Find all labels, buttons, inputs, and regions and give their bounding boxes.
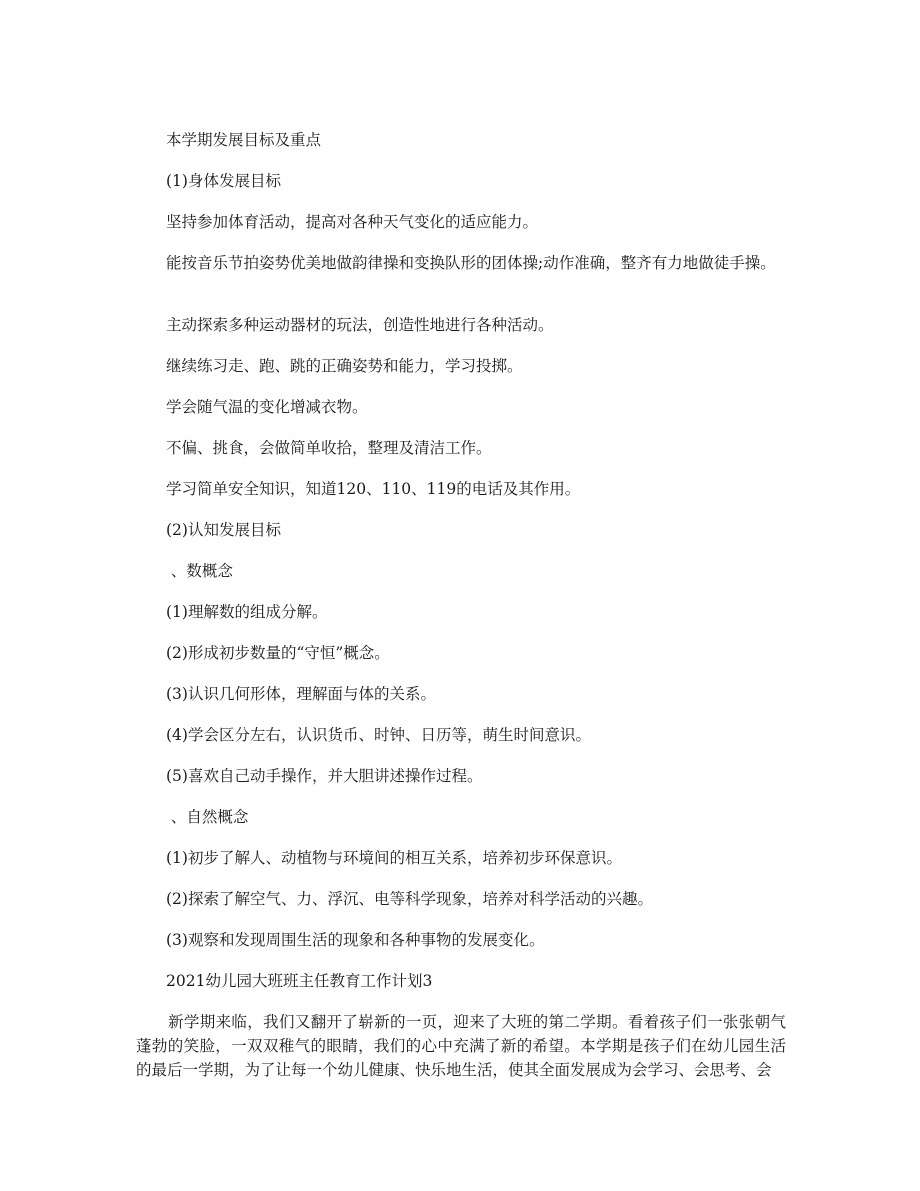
text-line: 继续练习走、跑、跳的正确姿势和能力，学习投掷。 — [166, 357, 523, 375]
section-heading: 本学期发展目标及重点 — [166, 131, 322, 149]
intro-paragraph: 新学期来临，我们又翻开了崭新的一页，迎来了大班的第二学期。看着孩子们一张张朝气蓬勃的笑脸，一双双稚气的眼睛，我们的心中充满了新的希望。本学期是孩子们在幼儿园生活的最后一学期，为了让每一个幼儿健康、快乐地生活，使其全面发展成为会学习、会思考、会 — [136, 1013, 786, 1079]
text-line: (2)形成初步数量的“守恒”概念。 — [166, 644, 390, 662]
text-line: 主动探索多种运动器材的玩法，创造性地进行各种活动。 — [166, 316, 554, 334]
text-line: (2)探索了解空气、力、浮沉、电等科学现象，培养对科学活动的兴趣。 — [166, 890, 653, 908]
subsection-heading-physical: (1)身体发展目标 — [166, 172, 281, 190]
plan-title: 2021幼儿园大班班主任教育工作计划3 — [166, 972, 433, 990]
text-line: (1)理解数的组成分解。 — [166, 603, 328, 621]
text-line: (1)初步了解人、动植物与环境间的相互关系，培养初步环保意识。 — [166, 849, 622, 867]
text-line: (4)学会区分左右，认识货币、时钟、日历等，萌生时间意识。 — [166, 726, 591, 744]
sub-heading-number-concept: 、数概念 — [166, 562, 233, 580]
text-line: 坚持参加体育活动，提高对各种天气变化的适应能力。 — [166, 213, 539, 231]
sub-heading-nature-concept: 、自然概念 — [166, 808, 249, 826]
text-line: 能按音乐节拍姿势优美地做韵律操和变换队形的团体操;动作准确，整齐有力地做徒手操。 — [166, 254, 776, 272]
text-line: (3)认识几何形体，理解面与体的关系。 — [166, 685, 436, 703]
subsection-heading-cognitive: (2)认知发展目标 — [166, 521, 281, 539]
text-line: 不偏、挑食，会做简单收拾，整理及清洁工作。 — [166, 439, 492, 457]
text-line: (3)观察和发现周围生活的现象和各种事物的发展变化。 — [166, 931, 545, 949]
text-line: 学习简单安全知识，知道120、110、119的电话及其作用。 — [166, 480, 581, 498]
text-line: (5)喜欢自己动手操作，并大胆讲述操作过程。 — [166, 767, 483, 785]
text-line: 学会随气温的变化增减衣物。 — [166, 398, 368, 416]
